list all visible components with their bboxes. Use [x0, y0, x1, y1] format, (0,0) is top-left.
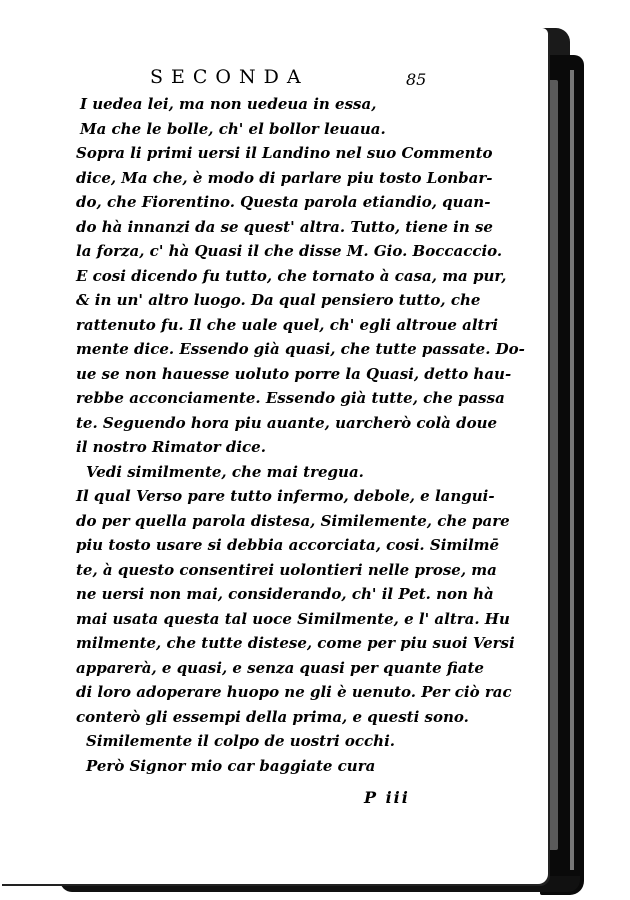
page-stack-edge — [548, 80, 558, 850]
text-line: te. Seguendo hora piu auante, uarcherò colà doue — [76, 413, 498, 432]
text-line: conterò gli essempi della prima, e questi sono. — [76, 707, 469, 726]
verse-line: Ma che le bolle, ch' el bollor leuaua. — [80, 119, 386, 138]
running-title: SECONDA — [150, 66, 309, 88]
verse-line: Però Signor mio car baggiate cura — [86, 756, 376, 775]
text-line: ue se non hauesse uoluto porre la Quasi, detto hau- — [76, 364, 512, 383]
text-line: piu tosto usare si debbia accorciata, cosi. Similmē — [76, 536, 500, 554]
text-line: & in un' altro luogo. Da qual pensiero tutto, che — [76, 291, 481, 309]
text-line: apparerà, e quasi, e senza quasi per quante fiate — [76, 658, 484, 677]
page-number: 85 — [406, 70, 427, 89]
text-line: mai usata questa tal uoce Similmente, e l' altra. Hu — [76, 609, 510, 628]
text-line: rattenuto fu. Il che uale quel, ch' egli altroue altri — [76, 315, 499, 334]
book-binding-stripe — [570, 70, 574, 870]
text-line: dice, Ma che, è modo di parlare piu tosto Lonbar- — [76, 168, 493, 187]
text-line: E cosi dicendo fu tutto, che tornato à casa, ma pur, — [76, 266, 507, 285]
text-line: do per quella parola distesa, Similemente, che pare — [76, 511, 510, 530]
verse-line: I uedea lei, ma non uedeua in essa, — [80, 95, 377, 113]
text-line: do hà innanzi da se quest' altra. Tutto, tiene in se — [76, 217, 493, 236]
text-line: te, à questo consentirei uolontieri nelle prose, ma — [76, 560, 497, 579]
signature-mark: P iii — [364, 788, 410, 807]
verse-line: Similemente il colpo de uostri occhi. — [86, 732, 395, 750]
text-line: di loro adoperare huopo ne gli è uenuto. Per ciò rac — [76, 683, 512, 701]
text-line: la forza, c' hà Quasi il che disse M. Gio. Boccaccio. — [76, 242, 503, 260]
verse-line: Vedi similmente, che mai tregua. — [86, 462, 364, 481]
text-line: il nostro Rimator dice. — [76, 438, 266, 456]
text-line: mente dice. Essendo già quasi, che tutte passate. Do- — [76, 340, 525, 358]
text-line: Il qual Verso pare tutto infermo, debole, e langui- — [76, 487, 495, 505]
text-line: ne uersi non mai, considerando, ch' il Pet. non hà — [76, 585, 494, 603]
text-line: rebbe acconciamente. Essendo già tutte, che passa — [76, 389, 505, 407]
text-line: milmente, che tutte distese, come per piu suoi Versi — [76, 634, 515, 652]
text-line: do, che Fiorentino. Questa parola etiandio, quan- — [76, 193, 491, 211]
page-text-block — [76, 92, 525, 778]
text-line: Sopra li primi uersi il Landino nel suo Commento — [76, 144, 493, 162]
